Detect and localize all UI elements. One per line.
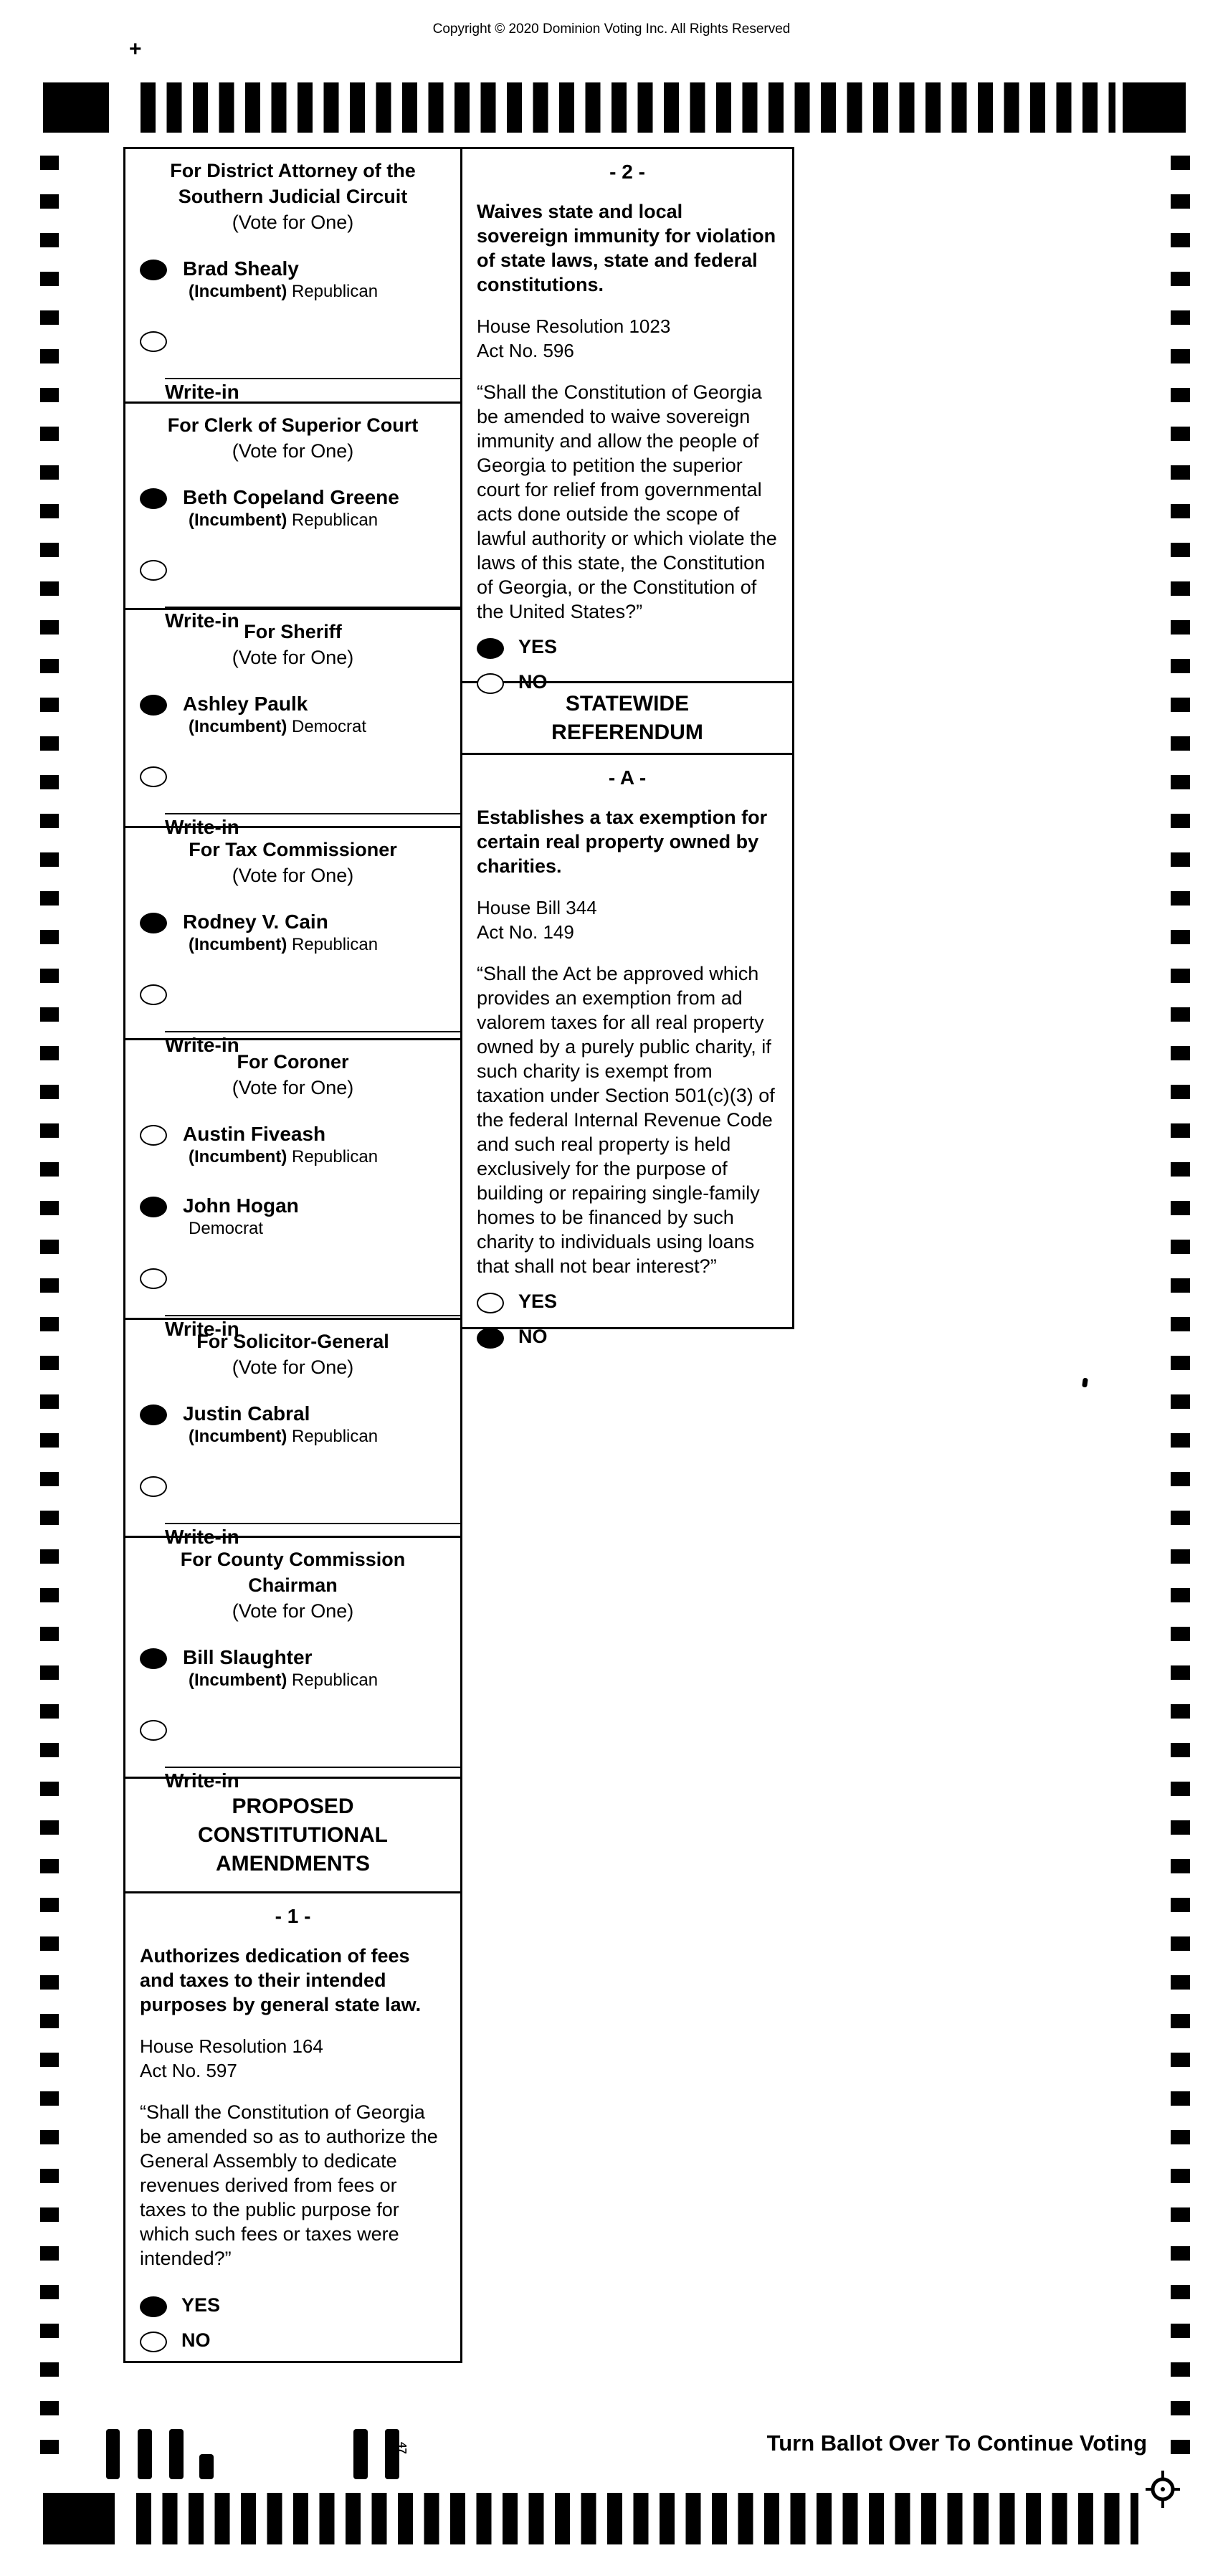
write-in-bubble-row [140,1473,446,1497]
measure-number: - A - [608,766,647,789]
no-row [477,1325,778,1349]
party-name: Republican [292,1147,379,1166]
contest-box-solicitor-general [125,1320,460,1548]
yes-label: YES [518,636,558,657]
vote-bubble[interactable] [140,331,167,352]
write-in-bubble-row [140,557,446,581]
candidate-name: Austin Fiveash [183,1123,326,1145]
section-header-text: STATEWIDE REFERENDUM [551,691,703,744]
vote-bubble[interactable] [140,1197,167,1217]
candidate-party [189,716,366,738]
measure-summary: Waives state and local sovereign immunity for violation of state laws, state and federal constitutions. [477,201,776,295]
write-in-bubble-row [140,982,446,1005]
candidate-party [189,510,399,531]
write-in-bubble-row [140,1717,446,1741]
candidate-name: Brad Shealy [183,257,299,280]
measure-question: “Shall the Constitution of Georgia be amended to waive sovereign immunity and allow the people of Georgia to petition the superior court for relief from governmental acts done outside the scope of lawful authority or which violate the laws of this state, the Constitution of Georgia, or the Constitution of the United States?” [477,381,777,622]
candidate-name: Beth Copeland Greene [183,486,399,508]
candidate-row [140,1402,446,1448]
contest-title: For Tax Commissioner [189,839,397,860]
ballot-sequence-number: 47 [396,2442,409,2454]
no-bubble[interactable] [477,1328,504,1349]
measure-number: - 2 - [609,161,645,183]
candidate-row [140,1645,446,1691]
bill-line: House Resolution 1023 [477,315,671,337]
vote-bubble[interactable] [140,1720,167,1741]
party-incumbent: (Incumbent) [189,510,287,530]
yes-bubble[interactable] [477,1293,504,1313]
write-in-label: Write-in [165,1318,239,1340]
measure-number: - 1 - [275,1905,311,1927]
write-in-label: Write-in [165,816,239,838]
no-bubble[interactable] [477,673,504,694]
candidate-name: Justin Cabral [183,1402,310,1425]
plus-registration-mark: + [129,37,142,61]
vote-bubble[interactable] [140,913,167,933]
party-name: Democrat [292,717,367,736]
bill-line: House Resolution 164 [140,2035,323,2057]
write-in-bubble-row [140,1265,446,1289]
ballot-column-right [462,147,794,1347]
crosshair-registration-icon [1146,2471,1180,2511]
copyright-text: Copyright © 2020 Dominion Voting Inc. All Rights Reserved [432,22,791,37]
vote-bubble[interactable] [140,260,167,280]
write-in-label: Write-in [165,1526,239,1548]
timing-block-top-left [43,82,109,133]
measure-bill [477,314,778,363]
barcode-bar [138,2429,152,2479]
contest-title: For Solicitor-General [196,1331,389,1352]
vote-instruction: (Vote for One) [232,647,354,668]
barcode-bar [353,2429,368,2479]
measure-choices [477,1278,778,1357]
vote-instruction: (Vote for One) [232,1077,354,1098]
no-label: NO [518,671,548,693]
section-header-referendum [462,683,792,755]
yes-label: YES [518,1291,558,1312]
candidate-party [189,1146,378,1168]
contest-title: For County Commission Chairman [180,1549,406,1596]
contest-title: For Coroner [237,1051,349,1073]
act-line: Act No. 596 [477,340,574,361]
candidate-row [140,692,446,738]
party-name: Republican [292,282,379,301]
candidate-row [140,485,446,531]
vote-instruction: (Vote for One) [232,440,354,462]
candidate-party [189,1670,378,1691]
barcode-bar [385,2429,399,2479]
yes-label: YES [181,2294,221,2316]
contest-box-sheriff [125,610,460,838]
candidate-party [189,934,378,956]
contest-box-county-commission-chairman [125,1538,460,1792]
yes-row [140,2294,446,2317]
write-in-row[interactable] [165,378,460,409]
act-line: Act No. 597 [140,2060,237,2081]
vote-bubble[interactable] [140,766,167,787]
party-incumbent: (Incumbent) [189,717,287,736]
candidate-name: John Hogan [183,1194,299,1217]
vote-instruction: (Vote for One) [232,212,354,233]
candidate-party [189,1426,378,1448]
yes-row [477,635,778,659]
party-incumbent: (Incumbent) [189,1427,287,1446]
vote-instruction: (Vote for One) [232,1356,354,1378]
candidate-party [189,281,378,303]
turn-ballot-over-label: Turn Ballot Over To Continue Voting [766,2430,1147,2456]
section-header-amendments [125,1779,460,1893]
measure-question: “Shall the Act be approved which provides an exemption from ad valorem taxes for all real property owned by a purely public charity, if such charity is exempt from taxation under Section 501(c)(3) of the federal Internal Revenue Code and such real property is held exclusively for the purpose of building or repairing single-family homes to be financed by such charity to individuals using loans that shall not bear interest?” [477,963,775,1277]
vote-bubble[interactable] [140,1405,167,1425]
measure-bill [140,2034,446,2083]
write-in-bubble-row [140,328,446,352]
candidate-row [140,1194,446,1240]
candidate-name: Ashley Paulk [183,693,308,715]
vote-bubble[interactable] [140,488,167,509]
party-name: Republican [292,1670,379,1690]
party-incumbent: (Incumbent) [189,935,287,954]
no-label: NO [181,2329,211,2351]
timing-block-bottom-left [43,2493,115,2544]
candidate-name: Bill Slaughter [183,1646,313,1668]
bill-line: House Bill 344 [477,897,597,918]
vote-bubble[interactable] [140,984,167,1005]
timing-marks-left [40,156,59,2454]
candidate-row [140,257,446,303]
measure-choices [140,2282,446,2361]
section-header-text: PROPOSED CONSTITUTIONAL AMENDMENTS [198,1794,388,1876]
vote-bubble[interactable] [140,1125,167,1146]
vote-bubble[interactable] [140,1476,167,1497]
contest-box-coroner [125,1040,460,1340]
no-label: NO [518,1326,548,1347]
act-line: Act No. 149 [477,921,574,943]
timing-bars-bottom [136,2493,1138,2544]
no-row [140,2329,446,2352]
barcode-bar [199,2454,214,2479]
write-in-label: Write-in [165,1034,239,1056]
contest-box-district-attorney [125,149,460,404]
party-name: Republican [292,935,379,954]
candidate-row [140,1122,446,1168]
yes-bubble[interactable] [140,2296,167,2317]
barcode-bar [169,2429,184,2479]
measure-box-amendment-1 [125,1893,460,2361]
vote-bubble[interactable] [140,695,167,716]
contest-title: For District Attorney of the Southern Judicial Circuit [170,160,416,207]
candidate-name: Rodney V. Cain [183,911,328,933]
vote-bubble[interactable] [140,1268,167,1289]
measure-box-referendum-a [462,755,792,1347]
party-incumbent: (Incumbent) [189,282,287,301]
measure-box-amendment-2 [462,149,792,693]
candidate-row [140,910,446,956]
write-in-label: Write-in [165,609,239,632]
party-name: Republican [292,510,379,530]
party-incumbent: (Incumbent) [189,1147,287,1166]
measure-summary: Establishes a tax exemption for certain real property owned by charities. [477,807,768,877]
write-in-bubble-row [140,764,446,787]
party-name: Democrat [189,1219,264,1238]
no-bubble[interactable] [140,2332,167,2352]
measure-question: “Shall the Constitution of Georgia be amended so as to authorize the General Assembly to dedicate revenues derived from fees or taxes to the public purpose for which such fees or taxes were intended?” [140,2101,438,2269]
measure-bill [477,895,778,944]
contest-title: For Clerk of Superior Court [167,414,419,436]
vote-instruction: (Vote for One) [232,865,354,886]
vote-instruction: (Vote for One) [232,1600,354,1622]
ballot-column-left [123,147,462,2363]
timing-block-top-right [1123,82,1186,133]
write-in-label: Write-in [165,1769,239,1792]
timing-bars-top [141,82,1115,133]
write-in-label: Write-in [165,381,239,403]
contest-title: For Sheriff [244,621,342,642]
scan-artifact-mark [1082,1378,1088,1388]
barcode-bar [106,2429,120,2479]
candidate-party [189,1218,299,1240]
yes-row [477,1290,778,1313]
contest-box-tax-commissioner [125,828,460,1056]
timing-marks-right [1171,156,1190,2454]
measure-summary: Authorizes dedication of fees and taxes to their intended purposes by general state law. [140,1945,422,2015]
party-incumbent: (Incumbent) [189,1670,287,1690]
yes-bubble[interactable] [477,638,504,659]
party-name: Republican [292,1427,379,1446]
vote-bubble[interactable] [140,1648,167,1669]
vote-bubble[interactable] [140,560,167,581]
